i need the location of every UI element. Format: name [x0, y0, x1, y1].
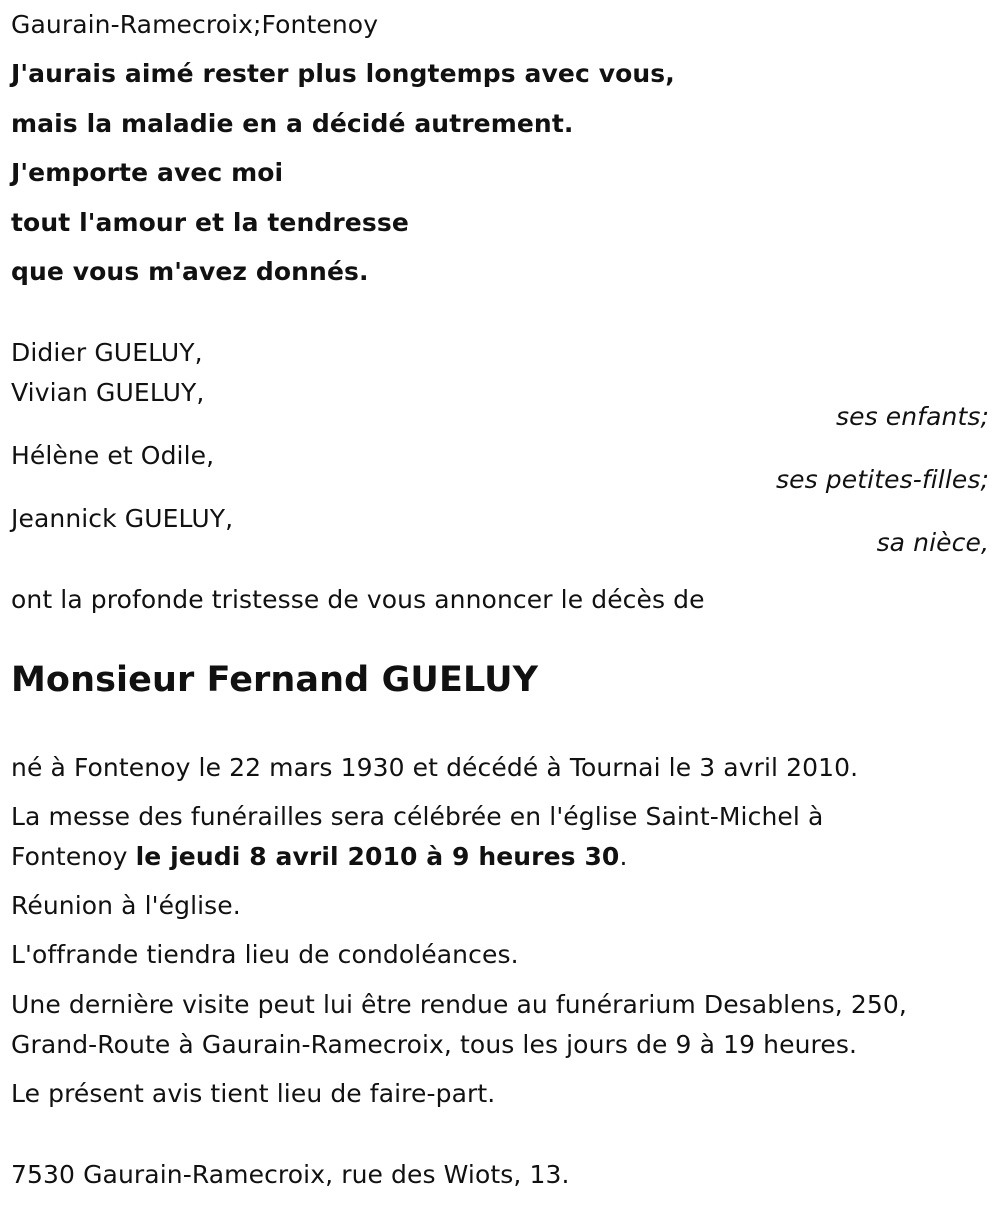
visit-line-1: Une dernière visite peut lui être rendue au funérarium Desablens, 250, [11, 990, 907, 1019]
family-member-didier: Didier GUELUY, [11, 338, 203, 367]
location-header: Gaurain-Ramecroix;Fontenoy [11, 10, 379, 39]
notice-line: Le présent avis tient lieu de faire-part. [11, 1079, 496, 1108]
mass-line-2 [11, 842, 627, 872]
reunion-line: Réunion à l'église. [11, 891, 241, 920]
family-member-vivian: Vivian GUELUY, [11, 378, 205, 407]
relation-granddaughters: ses petites-filles; [776, 465, 989, 494]
mass-date: le jeudi 8 avril 2010 à 9 heures 30 [135, 842, 620, 871]
poem-line: tout l'amour et la tendresse [11, 208, 409, 237]
address-line: 7530 Gaurain-Ramecroix, rue des Wiots, 13. [11, 1160, 570, 1189]
poem-line: J'emporte avec moi [11, 158, 284, 187]
offering-line: L'offrande tiendra lieu de condoléances. [11, 940, 519, 969]
mass-suffix: . [619, 842, 628, 871]
birth-death-line: né à Fontenoy le 22 mars 1930 et décédé à Tournai le 3 avril 2010. [11, 753, 859, 782]
visit-line-2: Grand-Route à Gaurain-Ramecroix, tous les jours de 9 à 19 heures. [11, 1030, 857, 1059]
poem-line: J'aurais aimé rester plus longtemps avec vous, [11, 59, 675, 88]
mass-place: Fontenoy [11, 842, 136, 871]
poem-line: mais la maladie en a décidé autrement. [11, 109, 574, 138]
deceased-name: Monsieur Fernand GUELUY [11, 660, 539, 700]
family-member-niece: Jeannick GUELUY, [11, 504, 234, 533]
announcement-text: ont la profonde tristesse de vous annoncer le décès de [11, 585, 705, 614]
relation-children: ses enfants; [835, 402, 989, 431]
relation-niece: sa nièce, [876, 528, 989, 557]
poem-line: que vous m'avez donnés. [11, 257, 369, 286]
mass-line-1: La messe des funérailles sera célébrée en l'église Saint-Michel à [11, 802, 824, 831]
family-member-granddaughters: Hélène et Odile, [11, 441, 215, 470]
